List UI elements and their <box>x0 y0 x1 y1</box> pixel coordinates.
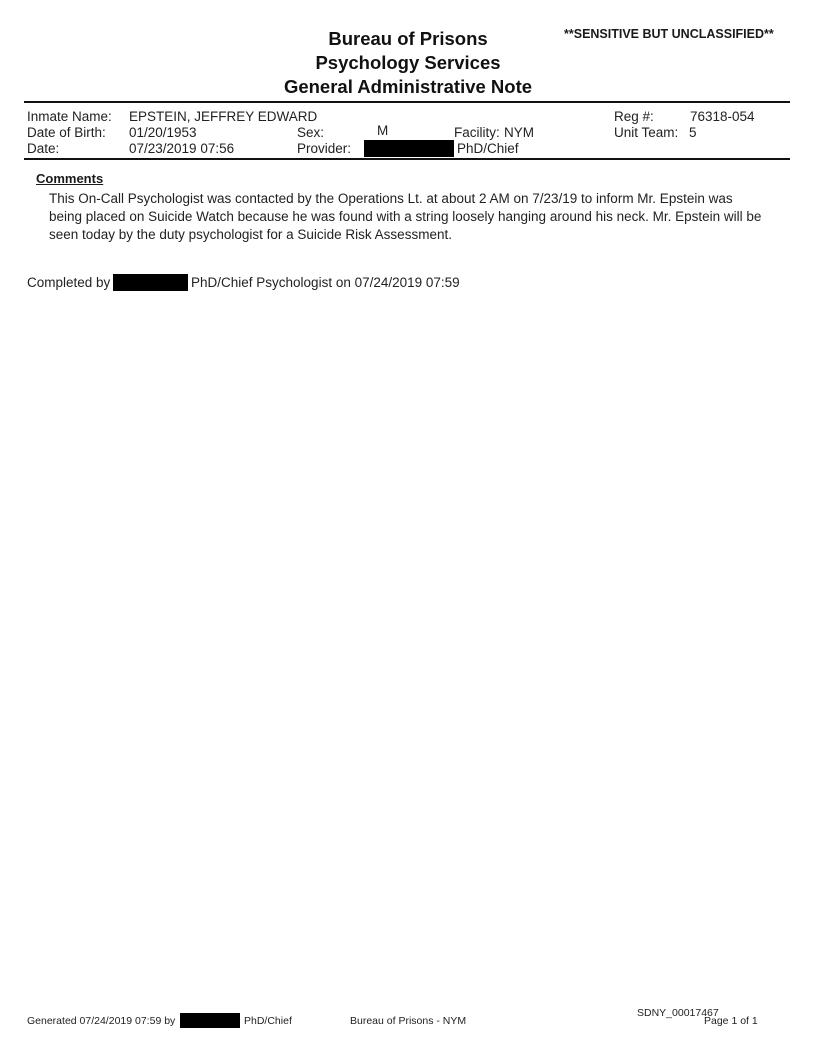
facility-value: NYM <box>504 125 534 140</box>
date-label: Date: <box>27 141 60 156</box>
provider-name-redaction <box>364 140 454 157</box>
inmate-name-label: Inmate Name: <box>27 109 112 124</box>
date-value: 07/23/2019 07:56 <box>129 141 235 156</box>
title-document-type: General Administrative Note <box>283 76 533 97</box>
inmate-name-value: EPSTEIN, JEFFREY EDWARD <box>129 109 318 124</box>
footer-bates-number: SDNY_00017467 <box>637 1007 719 1019</box>
footer-generated-title: PhD/Chief <box>244 1015 292 1027</box>
dob-value: 01/20/1953 <box>129 125 197 140</box>
title-agency: Bureau of Prisons <box>328 28 488 49</box>
completed-by-redaction <box>113 274 188 291</box>
provider-label: Provider: <box>297 141 352 156</box>
footer-generated-redaction <box>180 1013 240 1028</box>
sex-value: M <box>377 123 389 138</box>
unit-team-label: Unit Team: <box>614 125 679 140</box>
classification-marking: **SENSITIVE BUT UNCLASSIFIED** <box>564 27 774 41</box>
facility-label: Facility: <box>454 125 500 140</box>
completed-by-suffix: PhD/Chief Psychologist on 07/24/2019 07:59 <box>191 275 460 290</box>
info-rule <box>24 158 790 160</box>
completed-by-prefix: Completed by <box>27 275 111 290</box>
comments-heading: Comments <box>36 171 104 186</box>
dob-label: Date of Birth: <box>27 125 106 140</box>
provider-title: PhD/Chief <box>457 141 519 156</box>
sex-label: Sex: <box>297 125 325 140</box>
reg-number-label: Reg #: <box>614 109 654 124</box>
header-rule <box>24 101 790 103</box>
footer-institution: Bureau of Prisons - NYM <box>350 1015 467 1027</box>
unit-team-value: 5 <box>689 125 697 140</box>
reg-number-value: 76318-054 <box>690 109 755 124</box>
footer-generated: Generated 07/24/2019 07:59 by <box>27 1015 176 1027</box>
footer-page-number: Page 1 of 1 <box>704 1015 758 1027</box>
comments-body: This On-Call Psychologist was contacted by the Operations Lt. at about 2 AM on 7/23/19 to inform Mr. Epstein was being placed on Suicide Watch because he was found with a string loosely hanging around his neck. Mr. Epstein will be seen today by the duty psychologist for a Suicide Risk Assessment. <box>49 191 762 242</box>
title-department: Psychology Services <box>315 52 501 73</box>
